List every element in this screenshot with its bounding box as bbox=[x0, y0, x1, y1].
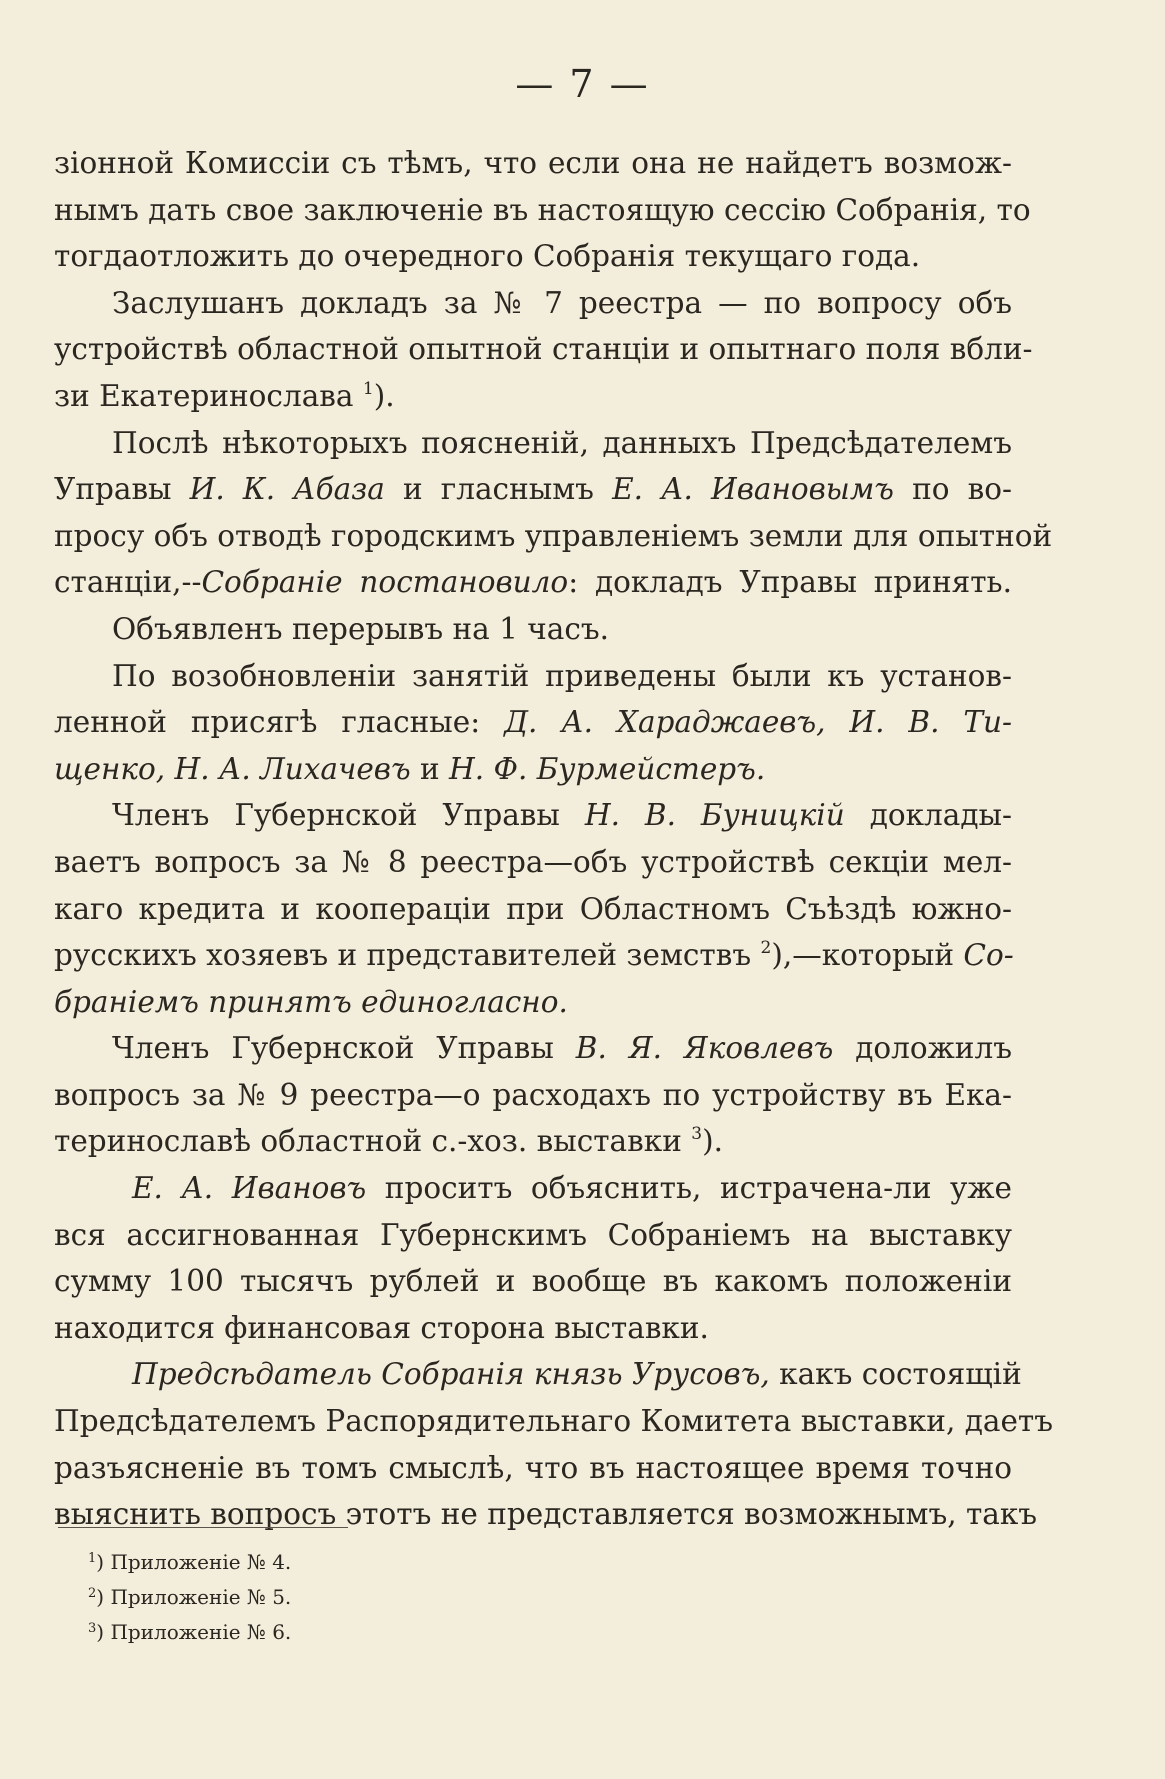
footnote-ref: 3 bbox=[691, 1124, 703, 1145]
footnote-ref: 2 bbox=[760, 938, 772, 959]
paragraph-start: Предсѣдатель Собранія князь Урусовъ, какъ состоящій bbox=[132, 1357, 1022, 1392]
text-line: просу объ отводѣ городскимъ управленіемъ земли для опытной bbox=[54, 518, 1053, 553]
text-line: Предсѣдателемъ Распорядительнаго Комитета выставки, даетъ bbox=[54, 1404, 1054, 1439]
text-line: русскихъ хозяевъ и представителей земствъ $^2$),—который Со- bbox=[54, 938, 1014, 973]
text-line: устройствѣ областной опытной станціи и опытнаго поля вбли- bbox=[54, 332, 1033, 367]
footnote: $^2$) Приложеніе № 5. bbox=[88, 1585, 292, 1609]
footnote: $^1$) Приложеніе № 4. bbox=[88, 1550, 292, 1574]
text-line: каго кредита и коопераціи при Областномъ Съѣздѣ южно- bbox=[54, 891, 1012, 926]
text-line: ленной присягѣ гласные: Д. А. Хараджаевъ, И. В. Ти- bbox=[54, 705, 1012, 740]
text-line: тогдаотложить до очередного Собранія текущаго года. bbox=[54, 239, 921, 274]
text-line: теринославѣ областной с.-хоз. выставки $^3$). bbox=[54, 1124, 723, 1159]
text-line: станціи,--Собраніе постановило: докладъ Управы принять. bbox=[54, 565, 1012, 600]
text-line: нымъ дать свое заключеніе въ настоящую сессію Собранія, то bbox=[54, 192, 1031, 227]
footnote: $^3$) Приложеніе № 6. bbox=[88, 1620, 292, 1644]
footnote-ref: 1 bbox=[362, 378, 374, 399]
text-line: зіонной Комиссіи съ тѣмъ, что если она не найдетъ возмож- bbox=[54, 146, 1012, 180]
footnote-divider bbox=[58, 1527, 348, 1528]
person-name: Е. А. Ивановымъ bbox=[612, 472, 894, 507]
text-line: зи Екатеринослава $^1$). bbox=[54, 378, 395, 413]
text-line: Управы И. К. Абаза и гласнымъ Е. А. Ивановымъ по во- bbox=[54, 472, 1012, 507]
text-line: разъясненіе въ томъ смыслѣ, что въ настоящее время точно bbox=[54, 1450, 1012, 1485]
person-name: В. Я. Яковлевъ bbox=[575, 1031, 834, 1066]
person-name: Е. А. Ивановъ bbox=[132, 1171, 367, 1206]
text-line: вся ассигнованная Губернскимъ Собраніемъ на выставку bbox=[54, 1217, 1012, 1252]
person-name: Н. Ф. Бурмейстеръ. bbox=[449, 751, 766, 786]
page-number: — 7 — bbox=[515, 62, 650, 106]
footnotes bbox=[88, 1543, 291, 1648]
text-line bbox=[54, 979, 1012, 1026]
resolution-phrase: браніемъ принятъ единогласно. bbox=[54, 984, 568, 1019]
paragraph-start: По возобновленіи занятій приведены были къ установ- bbox=[112, 658, 1012, 693]
paragraph-start: Заслушанъ докладъ за № 7 реестра — по вопросу объ bbox=[112, 285, 1012, 320]
paragraph-start: Послѣ нѣкоторыхъ поясненій, данныхъ Предсѣдателемъ bbox=[112, 425, 1012, 460]
text-line: щенко, Н. А. Лихачевъ и Н. Ф. Бурмейстеръ. bbox=[54, 751, 766, 786]
resolution-phrase: Собраніе постановило bbox=[201, 565, 569, 600]
text-line: ваетъ вопросъ за № 8 реестра—объ устройствѣ секціи мел- bbox=[54, 844, 1012, 879]
person-title: Предсѣдатель Собранія князь Урусовъ, bbox=[132, 1357, 770, 1392]
text-line: вопросъ за № 9 реестра—о расходахъ по устройству въ Ека- bbox=[54, 1077, 1012, 1112]
text-line: находится финансовая сторона выставки. bbox=[54, 1310, 709, 1345]
paragraph-start: Членъ Губернской Управы В. Я. Яковлевъ доложилъ bbox=[112, 1031, 1012, 1066]
person-name: Н. В. Буницкій bbox=[584, 798, 845, 833]
person-names: щенко, Н. А. Лихачевъ bbox=[54, 751, 411, 786]
person-name: И. К. Абаза bbox=[189, 472, 385, 507]
text-line: сумму 100 тысячъ рублей и вообще въ какомъ положеніи bbox=[54, 1264, 1012, 1299]
person-names: Д. А. Хараджаевъ, И. В. Ти- bbox=[504, 705, 1012, 740]
resolution-phrase: Со- bbox=[963, 938, 1014, 973]
text-line: выяснить вопросъ этотъ не представляется возможнымъ, такъ bbox=[54, 1497, 1038, 1532]
paragraph-start: Членъ Губернской Управы Н. В. Буницкій доклады- bbox=[112, 798, 1012, 833]
paragraph-start: Объявленъ перерывъ на 1 часъ. bbox=[112, 611, 610, 646]
body-text bbox=[54, 140, 1054, 1538]
paragraph-start: Е. А. Ивановъ проситъ объяснить, истрачена-ли уже bbox=[132, 1171, 1012, 1206]
